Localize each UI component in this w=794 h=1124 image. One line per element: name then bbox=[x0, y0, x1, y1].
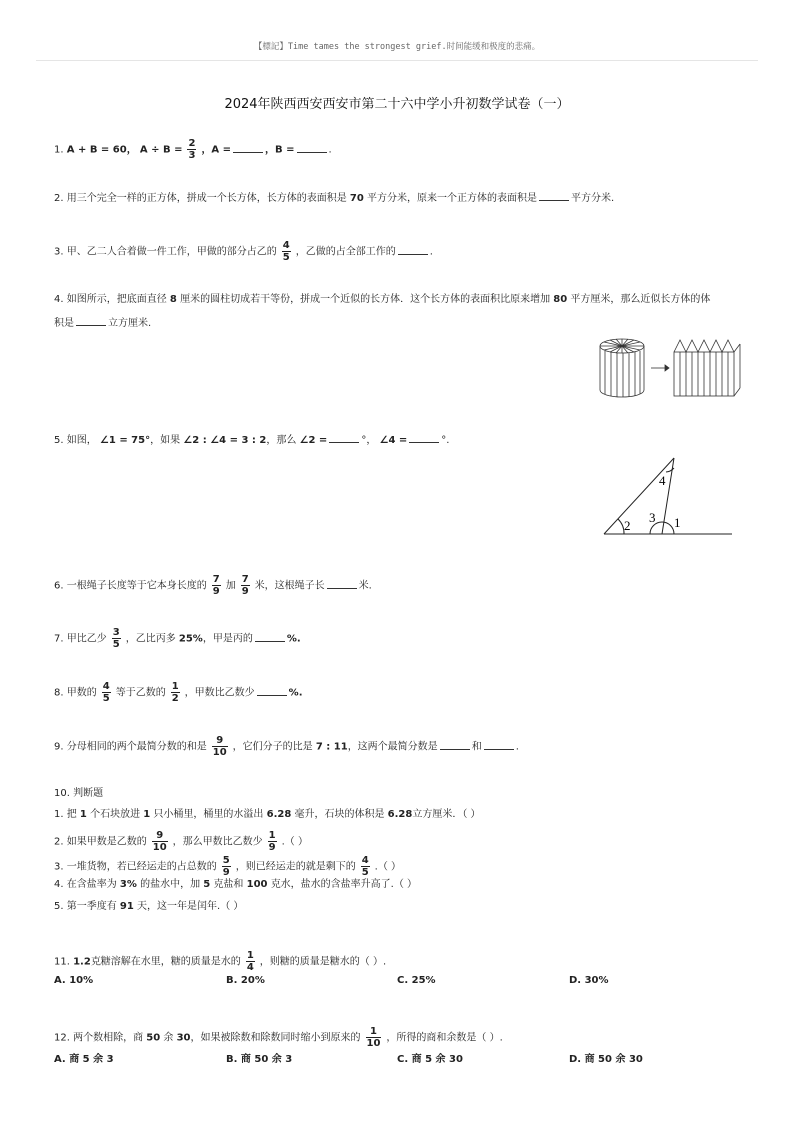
angles-figure bbox=[598, 454, 738, 540]
q11-fraction: $\frac{1}{4}$ bbox=[246, 950, 254, 973]
page-header-note: 【標記】Time tames the strongest grief.时间能缓和极度的悲痛。 bbox=[253, 42, 541, 52]
question-4-line-2: 积是 立方厘米. bbox=[54, 315, 151, 331]
question-7: 7. 甲比乙少 $\frac{3}{5}$ ，乙比丙多 25%，甲是丙的 %. bbox=[54, 627, 301, 650]
q10-s3-fraction-2: $\frac{4}{5}$ bbox=[361, 855, 369, 878]
q10-s2-fraction-1: $\frac{9}{10}$ bbox=[152, 830, 167, 853]
q1-equation-2: A ÷ B = bbox=[139, 144, 183, 156]
q6-blank[interactable] bbox=[327, 578, 357, 589]
question-5: 5. 如图， ∠1 = 75°，如果 ∠2 : ∠4 = 3 : 2，那么 ∠2 = °， ∠4 = °. bbox=[54, 432, 449, 448]
q9-fraction: $\frac{9}{10}$ bbox=[212, 735, 227, 758]
q5-blank-angle4[interactable] bbox=[409, 432, 439, 443]
q3-blank[interactable] bbox=[398, 244, 428, 255]
q1-blank-b[interactable] bbox=[297, 142, 327, 153]
question-3: 3. 甲、乙二人合着做一件工作，甲做的部分占乙的 $\frac{4}{5}$ ，乙做的占全部工作的 . bbox=[54, 240, 433, 263]
judge-statement-4: 4. 在含盐率为 3% 的盐水中，加 5 克盐和 100 克水，盐水的含盐率升高了.（ ） bbox=[54, 879, 418, 890]
q12-option-c[interactable]: C. 商 5 余 30 bbox=[397, 1054, 463, 1065]
q8-blank[interactable] bbox=[257, 685, 287, 696]
angle-3-label: 3 bbox=[649, 510, 656, 525]
q5-blank-angle2[interactable] bbox=[329, 432, 359, 443]
question-9: 9. 分母相同的两个最简分数的和是 $\frac{9}{10}$ ，它们分子的比是 7 : 11，这两个最简分数是 和 . bbox=[54, 735, 519, 758]
question-8: 8. 甲数的 $\frac{4}{5}$ 等于乙数的 $\frac{1}{2}$ ，甲数比乙数少 %. bbox=[54, 681, 303, 704]
q4-blank[interactable] bbox=[76, 315, 106, 326]
question-10-title: 10. 判断题 bbox=[54, 788, 104, 799]
q9-blank-2[interactable] bbox=[484, 739, 514, 750]
q6-fraction-2: $\frac{7}{9}$ bbox=[241, 574, 249, 597]
q10-s2-fraction-2: $\frac{1}{9}$ bbox=[268, 830, 276, 853]
judge-statement-1: 1. 把 1 个石块放进 1 只小桶里，桶里的水溢出 6.28 毫升，石块的体积是 6.28立方厘米．（ ） bbox=[54, 809, 481, 820]
q12-option-a[interactable]: A. 商 5 余 3 bbox=[54, 1054, 114, 1065]
judge-statement-2: 2. 如果甲数是乙数的 $\frac{9}{10}$ ，那么甲数比乙数少 $\frac{1}{9}$ .（ ） bbox=[54, 830, 308, 853]
cylinder-to-prism-figure bbox=[596, 334, 744, 402]
exam-title: 2024年陕西西安西安市第二十六中学小升初数学试卷（一） bbox=[224, 97, 570, 112]
question-1: 1. A + B = 60， A ÷ B = $\frac{2}{3}$ ，A = ，B = . bbox=[54, 138, 332, 161]
judge-statement-5: 5. 第一季度有 91 天，这一年是闰年.（ ） bbox=[54, 901, 244, 912]
question-6: 6. 一根绳子长度等于它本身长度的 $\frac{7}{9}$ 加 $\frac{7}{9}$ 米，这根绳子长 米. bbox=[54, 574, 372, 597]
q6-fraction-1: $\frac{7}{9}$ bbox=[212, 574, 220, 597]
judge-statement-3: 3. 一堆货物，若已经运走的占总数的 $\frac{5}{9}$ ，则已经运走的就是剩下的 $\frac{4}{5}$ .（ ） bbox=[54, 855, 402, 878]
q8-fraction-1: $\frac{4}{5}$ bbox=[102, 681, 110, 704]
angle-2-label: 2 bbox=[624, 518, 631, 533]
q1-b-label: ，B = bbox=[265, 144, 295, 156]
q1-equation-1: A + B = 60， bbox=[66, 144, 137, 156]
q2-blank[interactable] bbox=[539, 190, 569, 201]
angle-1-label: 1 bbox=[674, 515, 681, 530]
question-11: 11. 1.2克糖溶解在水里，糖的质量是水的 $\frac{1}{4}$ ，则糖的质量是糖水的（ ）. bbox=[54, 950, 387, 973]
q7-fraction: $\frac{3}{5}$ bbox=[112, 627, 120, 650]
q11-option-d[interactable]: D. 30% bbox=[569, 975, 609, 986]
q9-blank-1[interactable] bbox=[440, 739, 470, 750]
q7-blank[interactable] bbox=[255, 631, 285, 642]
q8-fraction-2: $\frac{1}{2}$ bbox=[171, 681, 179, 704]
header-rule bbox=[36, 60, 758, 61]
q10-s3-fraction-1: $\frac{5}{9}$ bbox=[222, 855, 230, 878]
q11-option-b[interactable]: B. 20% bbox=[226, 975, 265, 986]
q1-number: 1. bbox=[54, 144, 64, 156]
question-4-line-1: 4. 如图所示，把底面直径 8 厘米的圆柱切成若干等份，拼成一个近似的长方体．这个长方体的表面积比原来增加 80 平方厘米，那么近似长方体的体 bbox=[54, 294, 711, 305]
q11-option-a[interactable]: A. 10% bbox=[54, 975, 94, 986]
question-12: 12. 两个数相除，商 50 余 30，如果被除数和除数同时缩小到原来的 $\frac{1}{10}$ ，所得的商和余数是（ ）. bbox=[54, 1026, 503, 1049]
q12-option-b[interactable]: B. 商 50 余 3 bbox=[226, 1054, 293, 1065]
q11-option-c[interactable]: C. 25% bbox=[397, 975, 436, 986]
q1-a-label: ，A = bbox=[201, 144, 232, 156]
angle-4-label: 4 bbox=[659, 473, 666, 488]
q12-option-d[interactable]: D. 商 50 余 30 bbox=[569, 1054, 643, 1065]
q1-blank-a[interactable] bbox=[233, 142, 263, 153]
q12-fraction: $\frac{1}{10}$ bbox=[366, 1026, 381, 1049]
q2-value: 70 bbox=[349, 193, 364, 204]
q3-fraction: $\frac{4}{5}$ bbox=[282, 240, 290, 263]
q1-fraction: $\frac{2}{3}$ bbox=[188, 138, 196, 161]
question-2: 2. 用三个完全一样的正方体，拼成一个长方体，长方体的表面积是 70 平方分米，原来一个正方体的表面积是 平方分米. bbox=[54, 190, 614, 206]
